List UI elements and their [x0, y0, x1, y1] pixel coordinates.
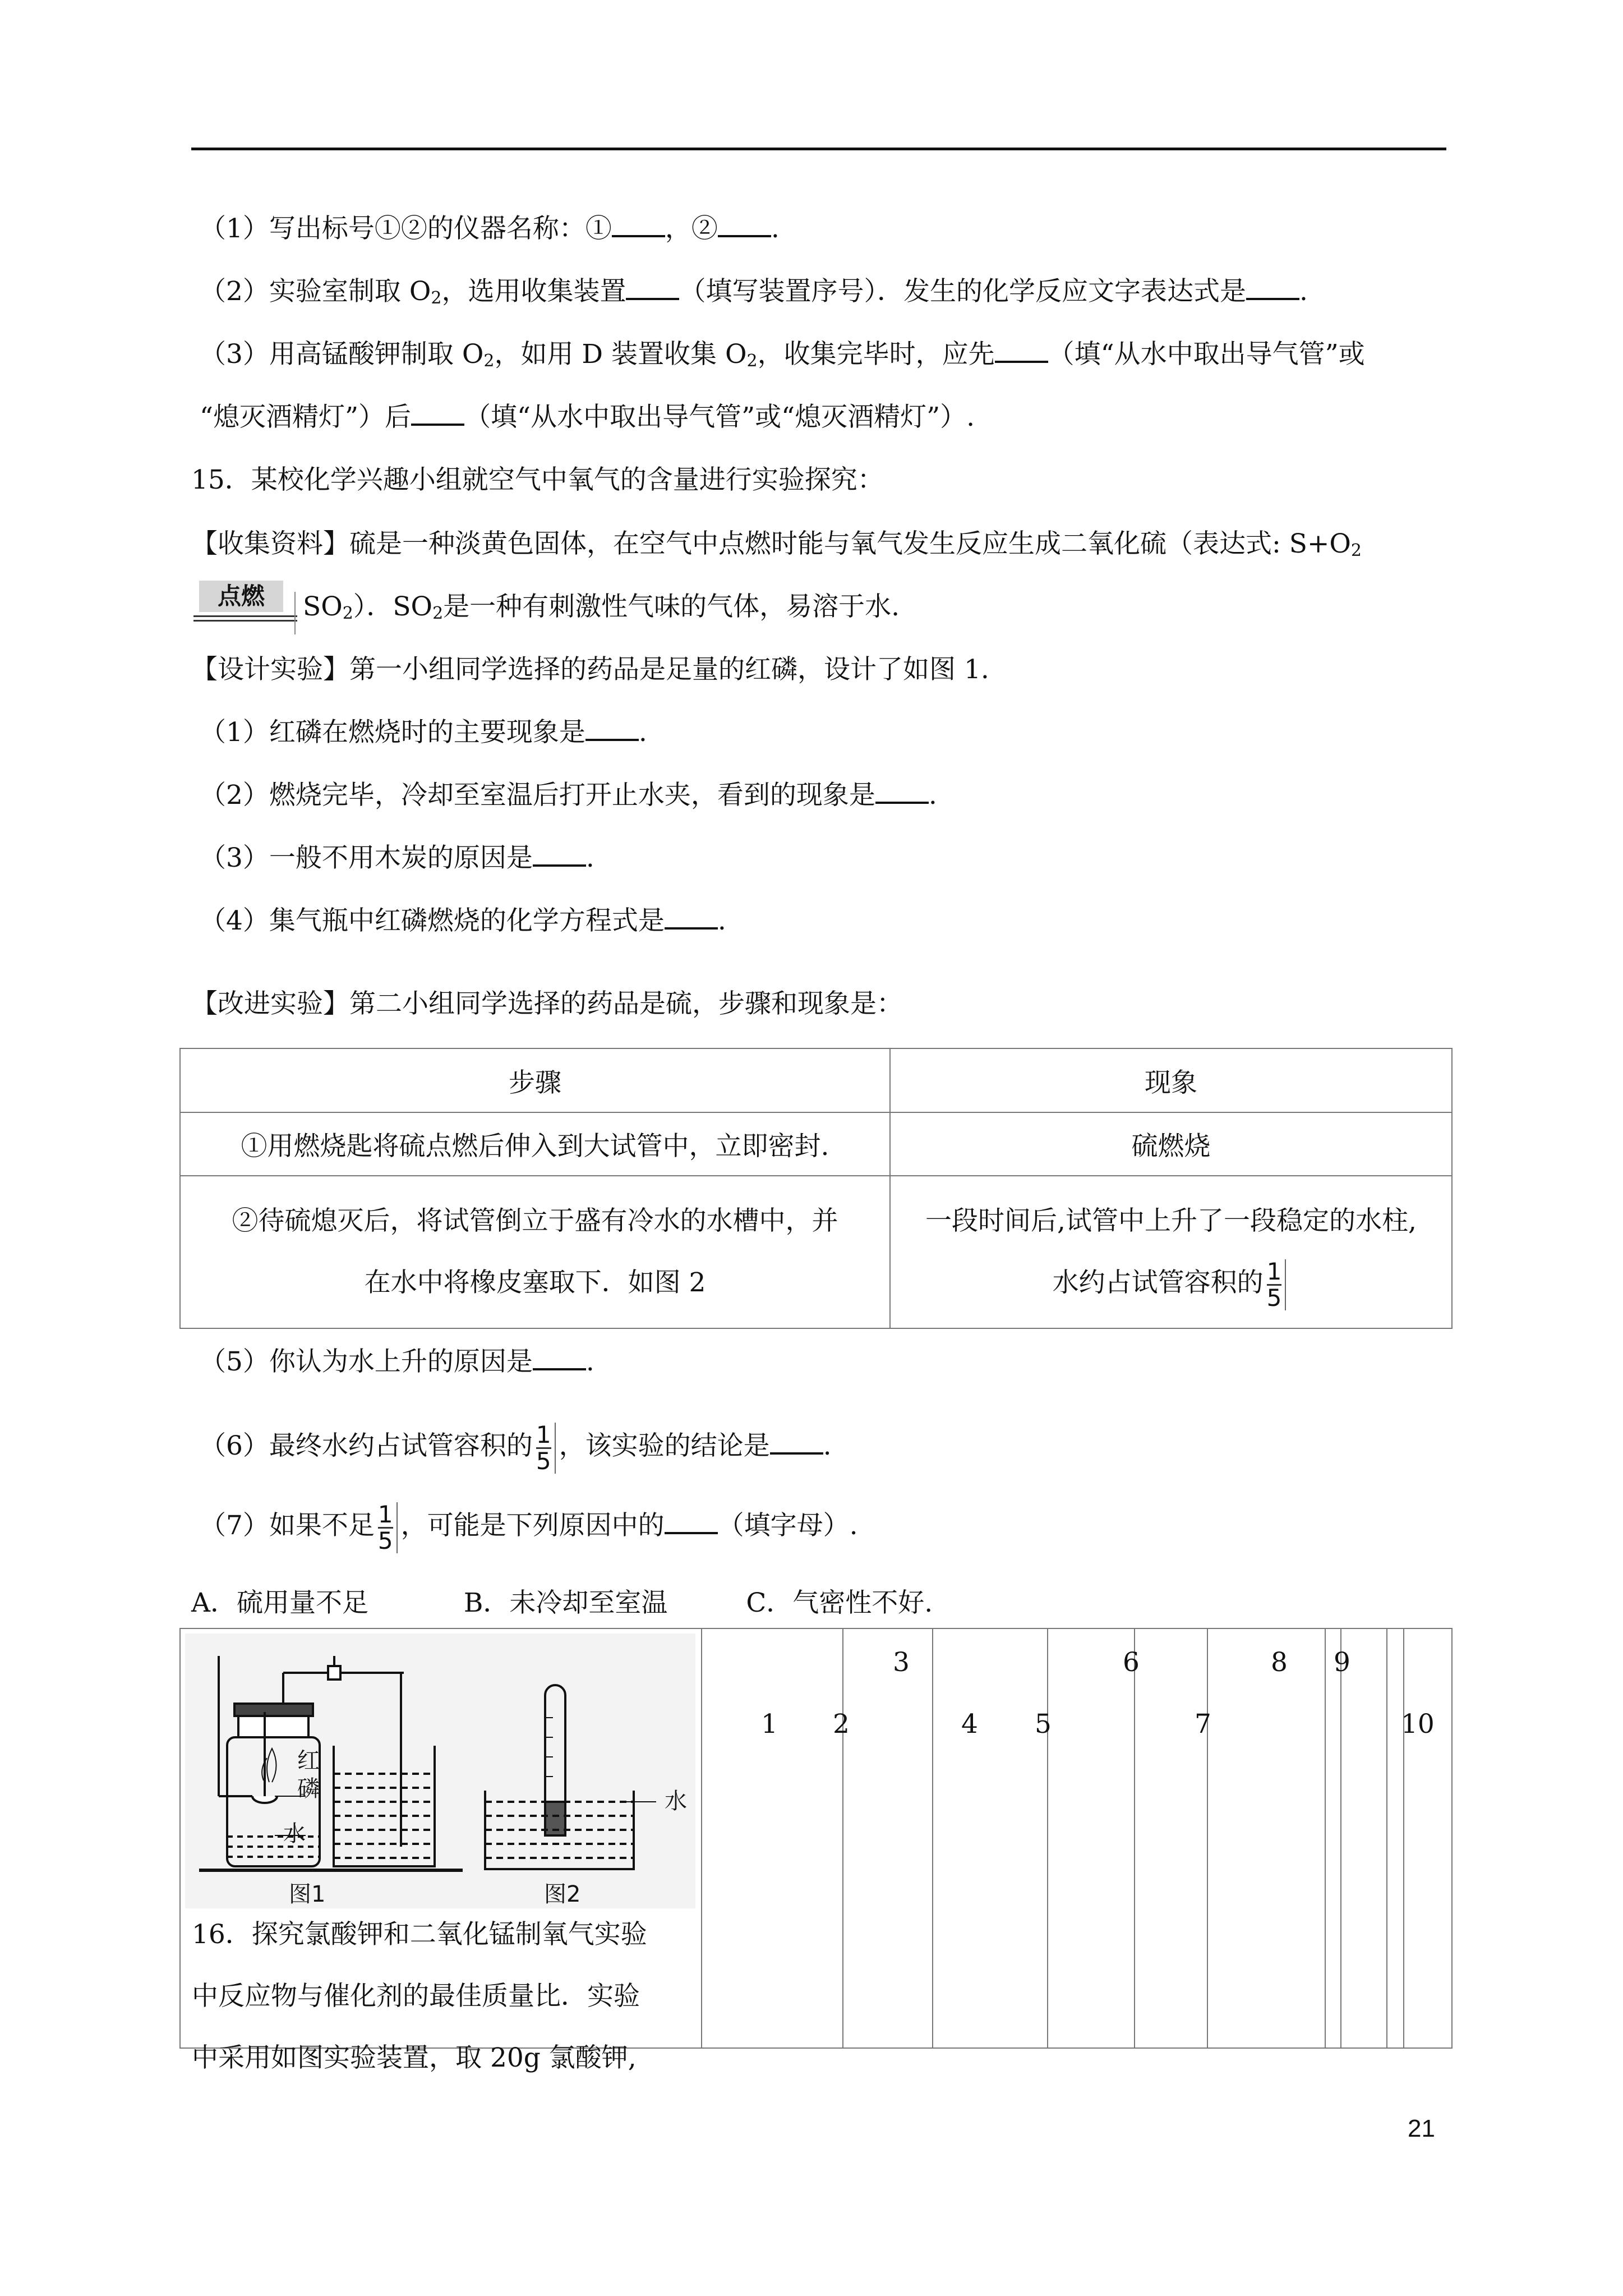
- grid-number: 6: [1123, 1647, 1140, 1678]
- q15-d4: （4）集气瓶中红磷燃烧的化学方程式是 .: [200, 905, 726, 936]
- blank: [995, 338, 1048, 363]
- steps-table: [179, 1048, 1453, 1329]
- step-2: ②待硫熄灭后，将试管倒立于盛有冷水的水槽中，并 在水中将橡皮塞取下．如图 2: [180, 1176, 890, 1328]
- grid-number: 10: [1401, 1709, 1435, 1740]
- grid-number: 2: [833, 1709, 850, 1740]
- grid-number: 7: [1195, 1709, 1211, 1740]
- q14-line-3: （3）用高锰酸钾制取 $O_2$，如用 D 装置收集 $O_2$，收集完毕时，应先 （填“从水中取出导气管”或: [200, 339, 1365, 371]
- fraction-one-fifth: $\frac{1}{5}$: [1267, 1259, 1287, 1310]
- step-1: ①用燃烧匙将硫点燃后伸入到大试管中，立即密封.: [180, 1112, 890, 1176]
- blank: [533, 1346, 586, 1370]
- fraction-one-fifth: $\frac{1}{5}$: [378, 1502, 398, 1553]
- blank: [718, 213, 771, 237]
- q15-design: 【设计实验】第一小组同学选择的药品是足量的红磷，设计了如图 1.: [191, 654, 989, 685]
- phenomenon-1: 硫燃烧: [890, 1112, 1452, 1176]
- svg-text:图1: 图1: [289, 1881, 326, 1907]
- q15-d6: （6）最终水约占试管容积的 $\frac{1}{5}$ ，该实验的结论是 .: [200, 1420, 832, 1475]
- svg-text:磷: 磷: [297, 1776, 320, 1802]
- q15-options: [191, 1586, 933, 1620]
- blank: [770, 1430, 823, 1455]
- q14-line-2: （2）实验室制取 $O_2$，选用收集装置 （填写装置序号）．发生的化学反应文字表达式是 .: [200, 276, 1308, 308]
- q15-improve: 【改进实验】第二小组同学选择的药品是硫，步骤和现象是：: [191, 988, 903, 1019]
- q14-line-1: （1）写出标号①②的仪器名称：① ，② .: [200, 213, 780, 244]
- blank: [411, 401, 464, 426]
- figure-grid-table: [179, 1628, 1453, 2073]
- q14-line-4: “熄灭酒精灯”）后 （填“从水中取出导气管”或“熄灭酒精灯”）.: [200, 402, 975, 432]
- grid-number: 8: [1271, 1647, 1288, 1678]
- ignite-condition-arrow: [193, 581, 300, 634]
- fraction-one-fifth: $\frac{1}{5}$: [536, 1423, 556, 1474]
- header-phenomenon: 现象: [890, 1048, 1452, 1112]
- option-a: A．硫用量不足: [191, 1588, 368, 1618]
- header-step: 步骤: [180, 1048, 890, 1112]
- blank: [585, 716, 639, 741]
- blank: [1246, 275, 1299, 300]
- q15-d3: （3）一般不用木炭的原因是 .: [200, 843, 594, 873]
- blank: [612, 213, 665, 237]
- grid-number: 9: [1334, 1647, 1350, 1678]
- grid-number: 4: [961, 1709, 978, 1740]
- q16-text: 16．探究氯酸钾和二氧化锰制氧气实验 中反应物与催化剂的最佳质量比．实验 中采用如图实验装置，取 20g 氯酸钾,: [192, 1919, 647, 2073]
- svg-text:图2: 图2: [544, 1881, 581, 1907]
- phenomenon-2: 一段时间后,试管中上升了一段稳定的水柱, 水约占试管容积的 $\frac{1}{5}$: [890, 1176, 1452, 1328]
- option-c: C．气密性不好.: [746, 1588, 933, 1618]
- blank: [665, 1510, 718, 1534]
- q15-collect-line-2: $SO_2$）．$SO_2$是一种有刺激性气味的气体，易溶于水.: [303, 591, 900, 623]
- q15-d1: （1）红磷在燃烧时的主要现象是 .: [200, 717, 647, 748]
- q15-d7: （7）如果不足 $\frac{1}{5}$ ，可能是下列原因中的 （填字母）.: [200, 1500, 858, 1554]
- blank: [533, 842, 586, 867]
- page-number: 21: [1408, 2115, 1435, 2142]
- q15-d2: （2）燃烧完毕，冷却至室温后打开止水夹，看到的现象是 .: [200, 780, 937, 811]
- q15-d5: （5）你认为水上升的原因是 .: [200, 1346, 594, 1377]
- apparatus-figure: [185, 1634, 695, 1908]
- option-b: B．未冷却至室温: [463, 1588, 668, 1618]
- grid-number: 1: [761, 1709, 778, 1740]
- svg-text:水: 水: [283, 1821, 306, 1847]
- grid-number: 3: [893, 1647, 910, 1678]
- grid-number: 5: [1035, 1709, 1052, 1740]
- blank: [665, 905, 718, 930]
- blank: [875, 779, 929, 804]
- header-rule: [191, 148, 1446, 150]
- svg-text:水: 水: [665, 1788, 687, 1814]
- svg-text:红: 红: [297, 1748, 320, 1774]
- q15-collect-line: 【收集资料】硫是一种淡黄色固体，在空气中点燃时能与氧气发生反应生成二氧化硫（表达式: $S+O_2$: [191, 528, 1362, 560]
- blank: [626, 275, 679, 300]
- q15-title: 15．某校化学兴趣小组就空气中氧气的含量进行实验探究：: [191, 464, 884, 495]
- ignite-label: 点燃: [199, 581, 283, 612]
